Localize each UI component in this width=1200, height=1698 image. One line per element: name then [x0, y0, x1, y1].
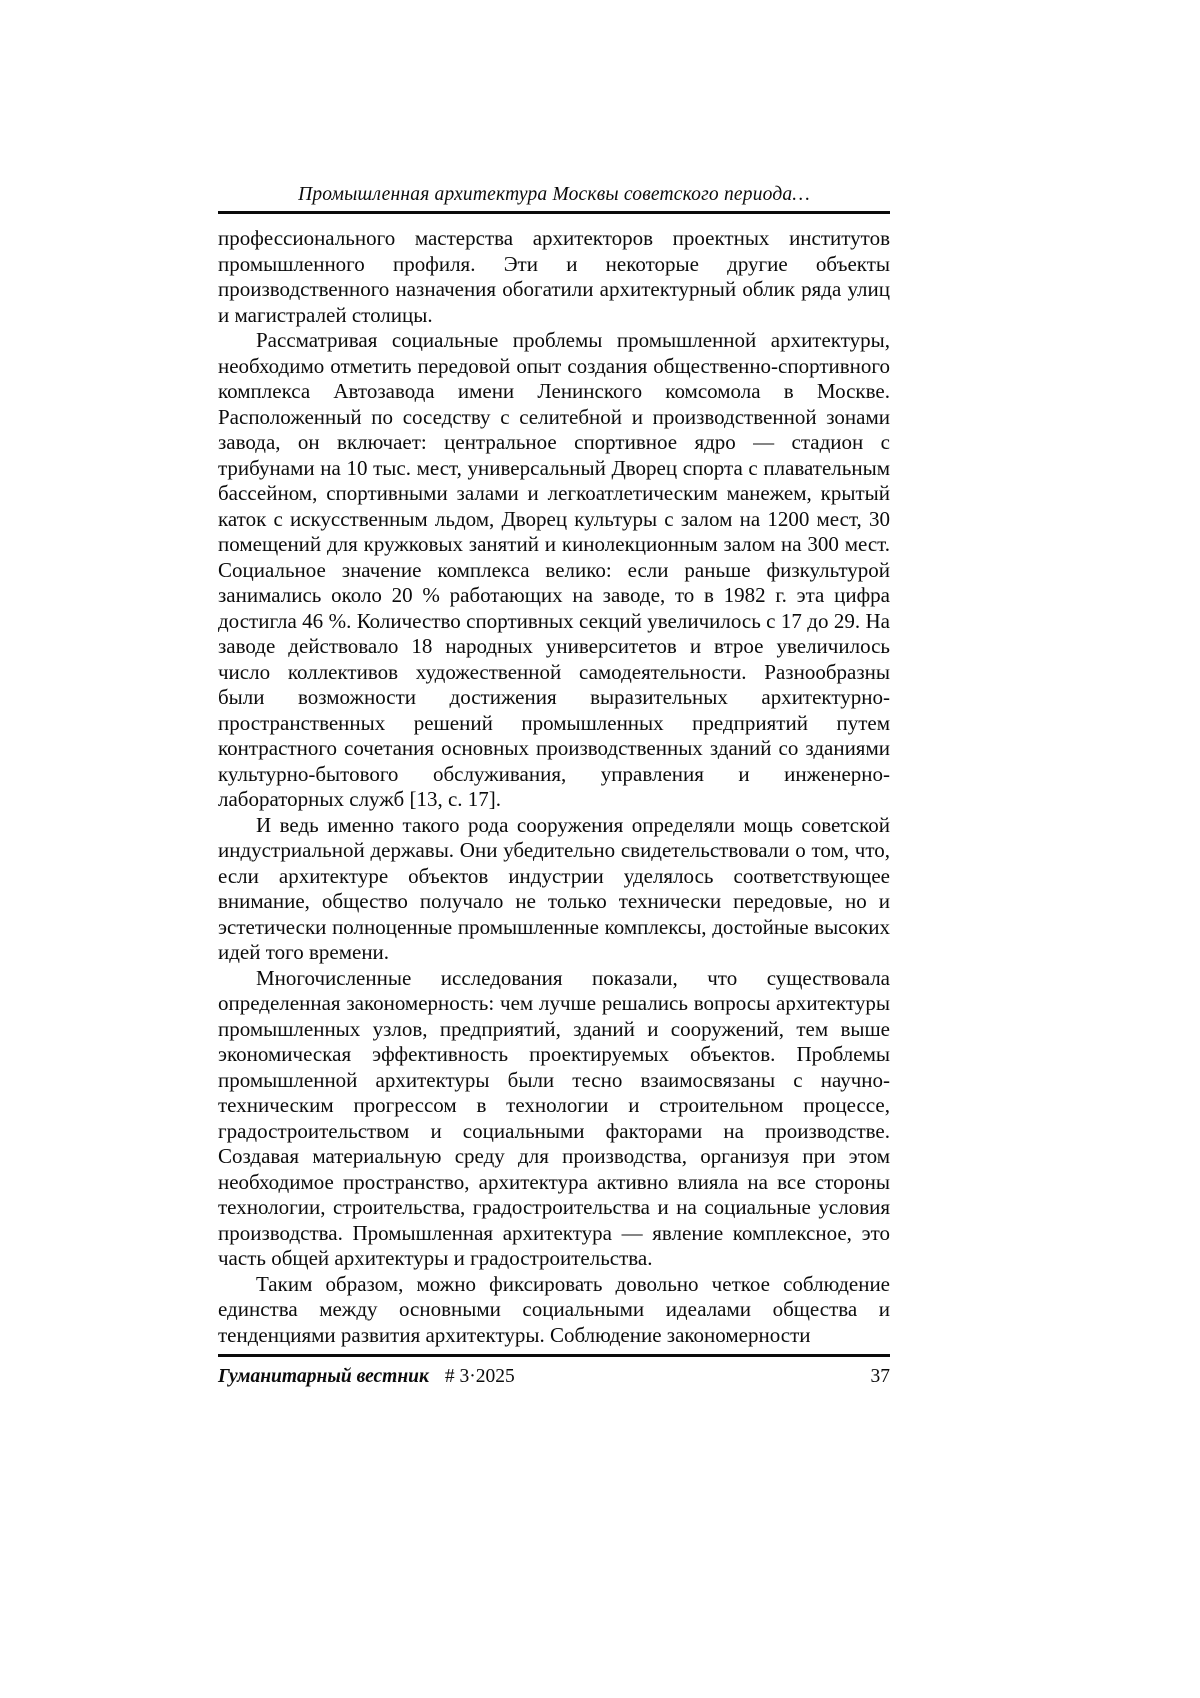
- page-footer: [218, 1354, 890, 1388]
- paragraph: Многочисленные исследования показали, что существовала определенная закономерность: чем лучше решались вопросы архитектуры промышленных узлов, предприятий, зданий и сооружений, тем выше экономическая эффективность проектируемых объектов. Проблемы промышленной архитектуры были тесно взаимосвязаны с научно-техническим прогрессом в технологии и строительном процессе, градостроительством и социальными факторами на производстве. Создавая материальную среду для производства, организуя при этом необходимое пространство, архитектура активно влияла на все стороны технологии, строительства, градостроительства и на социальные условия производства. Промышленная архитектура — явление комплексное, это часть общей архитектуры и градостроительства.: [218, 965, 890, 1270]
- paragraph: И ведь именно такого рода сооружения определяли мощь советской индустриальной державы. Они убедительно свидетельствовали о том, что, если архитектуре объектов индустрии уделялось соответствующее внимание, общество получало не только технически передовые, но и эстетически полноценные промышленные комплексы, достойные высоких идей того времени.: [218, 812, 890, 964]
- paragraph: Рассматривая социальные проблемы промышленной архитектуры, необходимо отметить передовой опыт создания общественно-спортивного комплекса Автозавода имени Ленинского комсомола в Москве. Расположенный по соседству с селитебной и производственной зонами завода, он включает: центральное спортивное ядро — стадион с трибунами на 10 тыс. мест, универсальный Дворец спорта с плавательным бассейном, спортивными залами и легкоатлетическим манежем, крытый каток с искусственным льдом, Дворец культуры с залом на 1200 мест, 30 помещений для кружковых занятий и кинолекционным залом на 300 мест. Социальное значение комплекса велико: если раньше физкультурой занимались около 20 % работающих на заводе, то в 1982 г. эта цифра достигла 46 %. Количество спортивных секций увеличилось с 17 до 29. На заводе действовало 18 народных университетов и втрое увеличилось число коллективов художественной самодеятельности. Разнообразны были возможности достижения выразительных архитектурно-пространственных решений промышленных предприятий путем контрастного сочетания основных производственных зданий со зданиями культурно-бытового обслуживания, управления и инженерно-лабораторных служб [13, с. 17].: [218, 328, 890, 811]
- header-rule: [218, 211, 890, 214]
- article-body: [218, 226, 890, 1348]
- issue-label: # 3·2025: [444, 1366, 515, 1387]
- footer-journal-block: [218, 1366, 515, 1388]
- page-number: 37: [870, 1366, 890, 1387]
- paragraph-continued: профессионального мастерства архитекторов проектных институтов промышленного профиля. Эти и некоторые другие объекты производственного назначения обогатили архитектурный облик ряда улиц и магистралей столицы.: [218, 226, 890, 327]
- running-head: Промышленная архитектура Москвы советского периода…: [298, 184, 810, 205]
- paragraph: Таким образом, можно фиксировать довольно четкое соблюдение единства между основными социальными идеалами общества и тенденциями развития архитектуры. Соблюдение закономерности: [218, 1271, 890, 1347]
- journal-name: Гуманитарный вестник: [218, 1366, 429, 1387]
